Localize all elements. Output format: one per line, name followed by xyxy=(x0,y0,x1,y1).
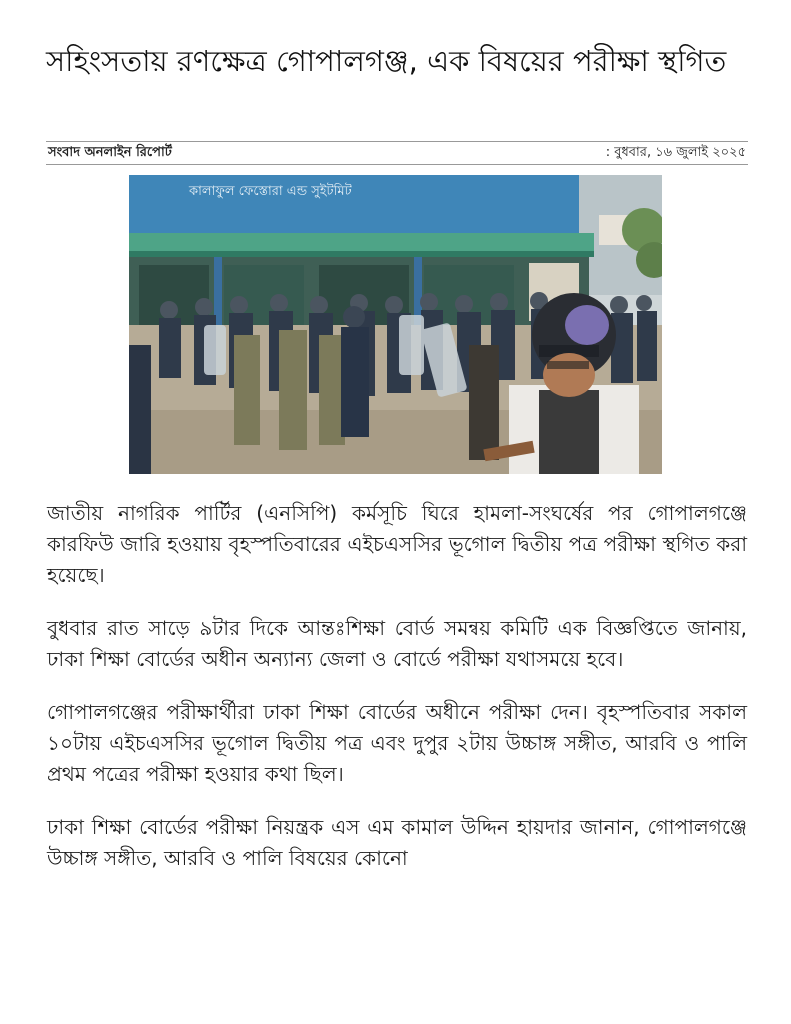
article-paragraph: জাতীয় নাগরিক পার্টির (এনসিপি) কর্মসূচি ঘিরে হামলা-সংঘর্ষের পর গোপালগঞ্জে কারফিউ জারি হওয়ায় বৃহস্পতিবারের এইচএসসির ভূগোল দ্বিতীয় পত্র পরীক্ষা স্থগিত করা হয়েছে। xyxy=(47,501,747,587)
article-body xyxy=(47,498,747,896)
article-photo xyxy=(129,175,662,474)
article-paragraph: ঢাকা শিক্ষা বোর্ডের পরীক্ষা নিয়ন্ত্রক এস এম কামাল উদ্দিন হায়দার জানান, গোপালগঞ্জে উচ্চাঙ্গ সঙ্গীত, আরবি ও পালি বিষয়ের কোনো xyxy=(47,815,747,870)
byline-author: সংবাদ অনলাইন রিপোর্ট xyxy=(48,144,172,160)
article-paragraph: বুধবার রাত সাড়ে ৯টার দিকে আন্তঃশিক্ষা বোর্ড সমন্বয় কমিটি এক বিজ্ঞপ্তিতে জানায়, ঢাকা শিক্ষা বোর্ডের অধীন অন্যান্য জেলা ও বোর্ডে পরীক্ষা যথাসময়ে হবে। xyxy=(47,616,747,671)
article-paragraph: গোপালগঞ্জের পরীক্ষার্থীরা ঢাকা শিক্ষা বোর্ডের অধীনে পরীক্ষা দেন। বৃহস্পতিবার সকাল ১০টায় এইচএসসির ভূগোল দ্বিতীয় পত্র এবং দুপুর ২টায় উচ্চাঙ্গ সঙ্গীত, আরবি ও পালি প্রথম পত্রের পরীক্ষা হওয়ার কথা ছিল। xyxy=(47,700,747,786)
signboard-text: কালাফুল ফেস্তোরা এন্ড সুইটমিট xyxy=(189,184,352,199)
byline-date: : বুধবার, ১৬ জুলাই ২০২৫ xyxy=(605,144,746,160)
article-headline: সহিংসতায় রণক্ষেত্র গোপালগঞ্জ, এক বিষয়ের পরীক্ষা স্থগিত xyxy=(46,44,727,78)
byline-bar xyxy=(46,141,748,165)
photo-illustration xyxy=(129,175,662,474)
